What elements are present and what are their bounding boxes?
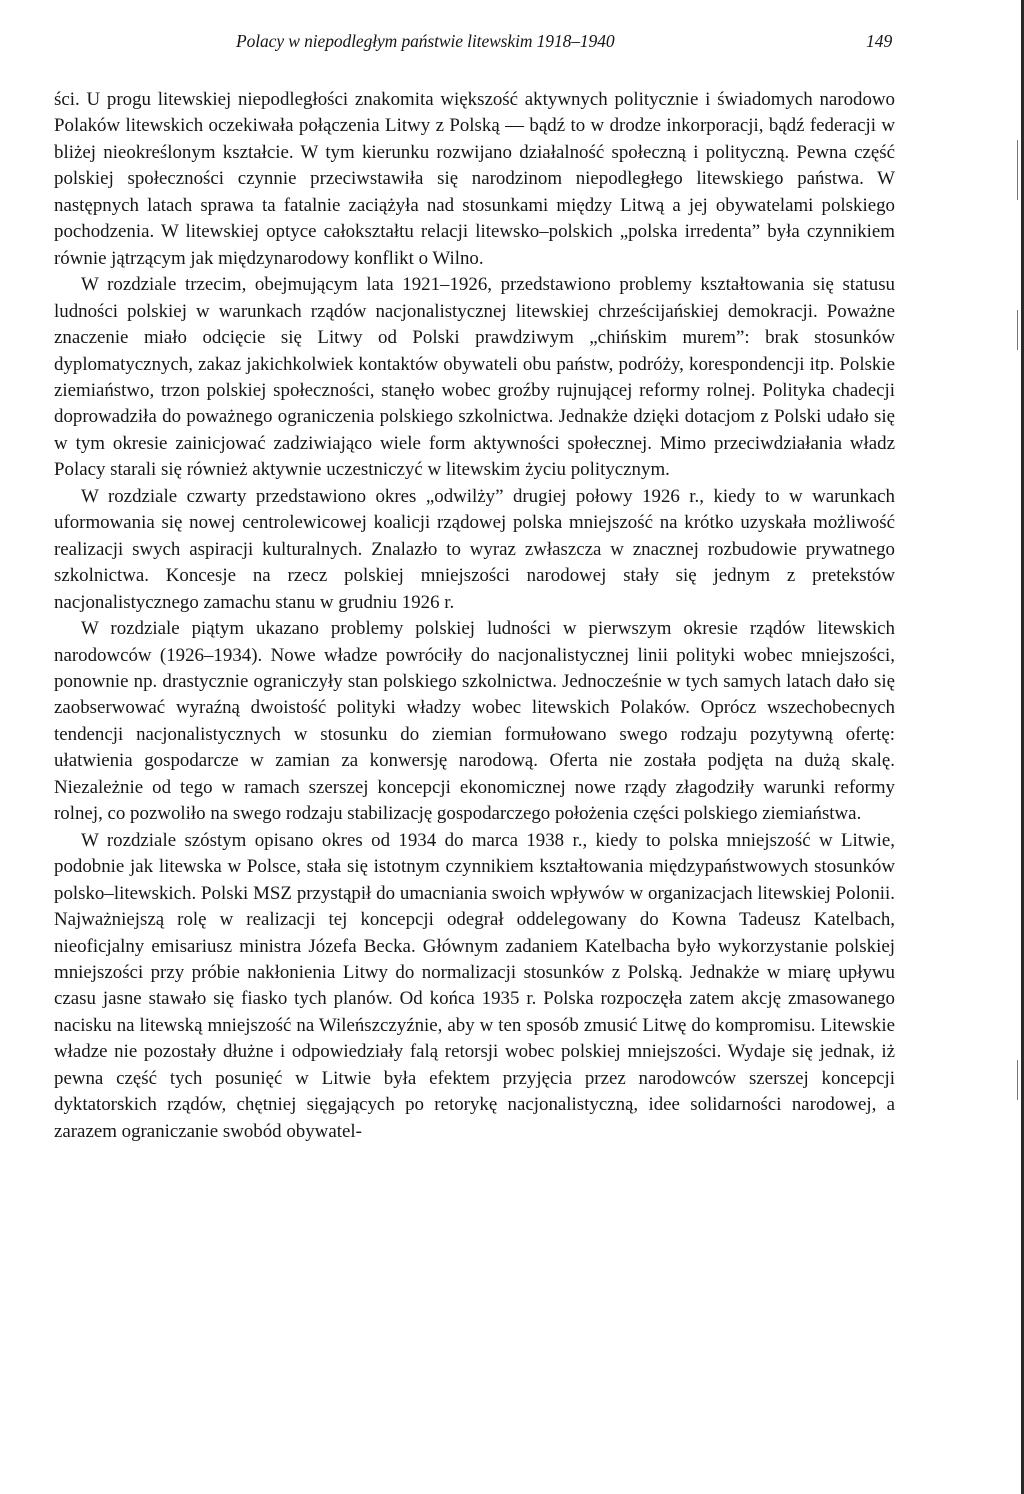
paragraph: W rozdziale trzecim, obejmującym lata 1921–1926, przedstawiono problemy kształtowania się statusu ludności polskiej w warunkach rządów nacjonalistycznej litewskiej chrześcijańskiej demokracji. Poważne znaczenie miało odcięcie się Litwy od Polski prawdziwym „chińskim murem”: brak stosunków dyplomatycznych, zakaz jakichkolwiek kontaktów obywateli obu państw, podróży, korespondencji itp. Polskie ziemiaństwo, trzon polskiej społeczności, stanęło wobec groźby rujnującej reformy rolnej. Polityka chadecji doprowadziła do poważnego ograniczenia polskiego szkolnictwa. Jednakże dzięki dotacjom z Polski udało się w tym okresie zainicjować zadziwiająco wiele form aktywności społecznej. Mimo przeciwdziałania władz Polacy starali się również aktywnie uczestniczyć w litewskim życiu politycznym. [54,274,895,481]
paragraph: W rozdziale czwarty przedstawiono okres „odwilży” drugiej połowy 1926 r., kiedy to w warunkach uformowania się nowej centrolewicowej koalicji rządowej polska mniejszość na krótko uzyskała możliwość realizacji swych aspiracji kulturalnych. Znalazło to wyraz zwłaszcza w znacznej rozbudowie prywatnego szkolnictwa. Koncesje na rzecz polskiej mniejszości narodowej stały się jednym z pretekstów nacjonalistycznego zamachu stanu w grudniu 1926 r. [54,485,895,613]
paragraph: W rozdziale piątym ukazano problemy polskiej ludności w pierwszym okresie rządów litewskich narodowców (1926–1934). Nowe władze powróciły do nacjonalistycznej linii polityki wobec mniejszości, ponownie np. drastycznie ograniczyły stan polskiego szkolnictwa. Jednocześnie w tych samych latach dało się zaobserwować wyraźną dwoistość polityki władzy wobec litewskich Polaków. Oprócz wszechobecnych tendencji nacjonalistycznych w stosunku do ziemian formułowano swego rodzaju pozytywną ofertę: ułatwienia gospodarcze w zamian za konwersję narodową. Oferta nie została podjęta na dużą skalę. Niezależnie od tego w ramach szerszej koncepcji ekonomicznej nowe rządy złagodziły warunki reformy rolnej, co pozwoliło na swego rodzaju stabilizację gospodarczego położenia części polskiego ziemiaństwa. [54,618,895,825]
scan-edge-mark [1017,140,1018,200]
running-title: Polacy w niepodległym państwie litewskim 1918–1940 [236,31,615,51]
page-number: 149 [866,31,893,51]
paragraph: ści. U progu litewskiej niepodległości znakomita większość aktywnych politycznie i świadomych narodowo Polaków litewskich oczekiwała połączenia Litwy z Polską — bądź to w drodze inkorporacji, bądź federacji w bliżej nieokreślonym kształcie. W tym kierunku rozwijano działalność społeczną i polityczną. Pewna część polskiej społeczności czynnie przeciwstawiła się narodzinom niepodległego litewskiego państwa. W następnych latach sprawa ta fatalnie zaciążyła nad stosunkami między Litwą a jej obywatelami polskiego pochodzenia. W litewskiej optyce całokształtu relacji litewsko–polskich „polska irredenta” była czynnikiem równie jątrzącym jak międzynarodowy konflikt o Wilno. [54,89,895,269]
body-text [54,87,895,1145]
scan-edge-mark [1017,310,1018,350]
scan-edge-mark [1017,1060,1018,1100]
paragraph: W rozdziale szóstym opisano okres od 1934 do marca 1938 r., kiedy to polska mniejszość w Litwie, podobnie jak litewska w Polsce, stała się istotnym czynnikiem kształtowania międzypaństwowych stosunków polsko–litewskich. Polski MSZ przystąpił do umacniania swoich wpływów w organizacjach litewskiej Polonii. Najważniejszą rolę w realizacji tej koncepcji odegrał oddelegowany do Kowna Tadeusz Katelbach, nieoficjalny emisariusz ministra Józefa Becka. Głównym zadaniem Katelbacha było wykorzystanie polskiej mniejszości przy próbie nakłonienia Litwy do normalizacji stosunków z Polską. Jednakże w miarę upływu czasu jasne stawało się fiasko tych planów. Od końca 1935 r. Polska rozpoczęła zatem akcję zmasowanego nacisku na litewską mniejszość na Wileńszczyźnie, aby w ten sposób zmusić Litwę do kompromisu. Litewskie władze nie pozostały dłużne i odpowiedziały falą retorsji wobec polskiej mniejszości. Wydaje się jednak, iż pewna część tych posunięć w Litwie była efektem przyjęcia przez narodowców szerszej koncepcji dyktatorskich rządów, chętniej sięgających po retorykę nacjonalistyczną, idee solidarności narodowej, a zarazem ograniczanie swobód obywatel- [54,829,895,1142]
